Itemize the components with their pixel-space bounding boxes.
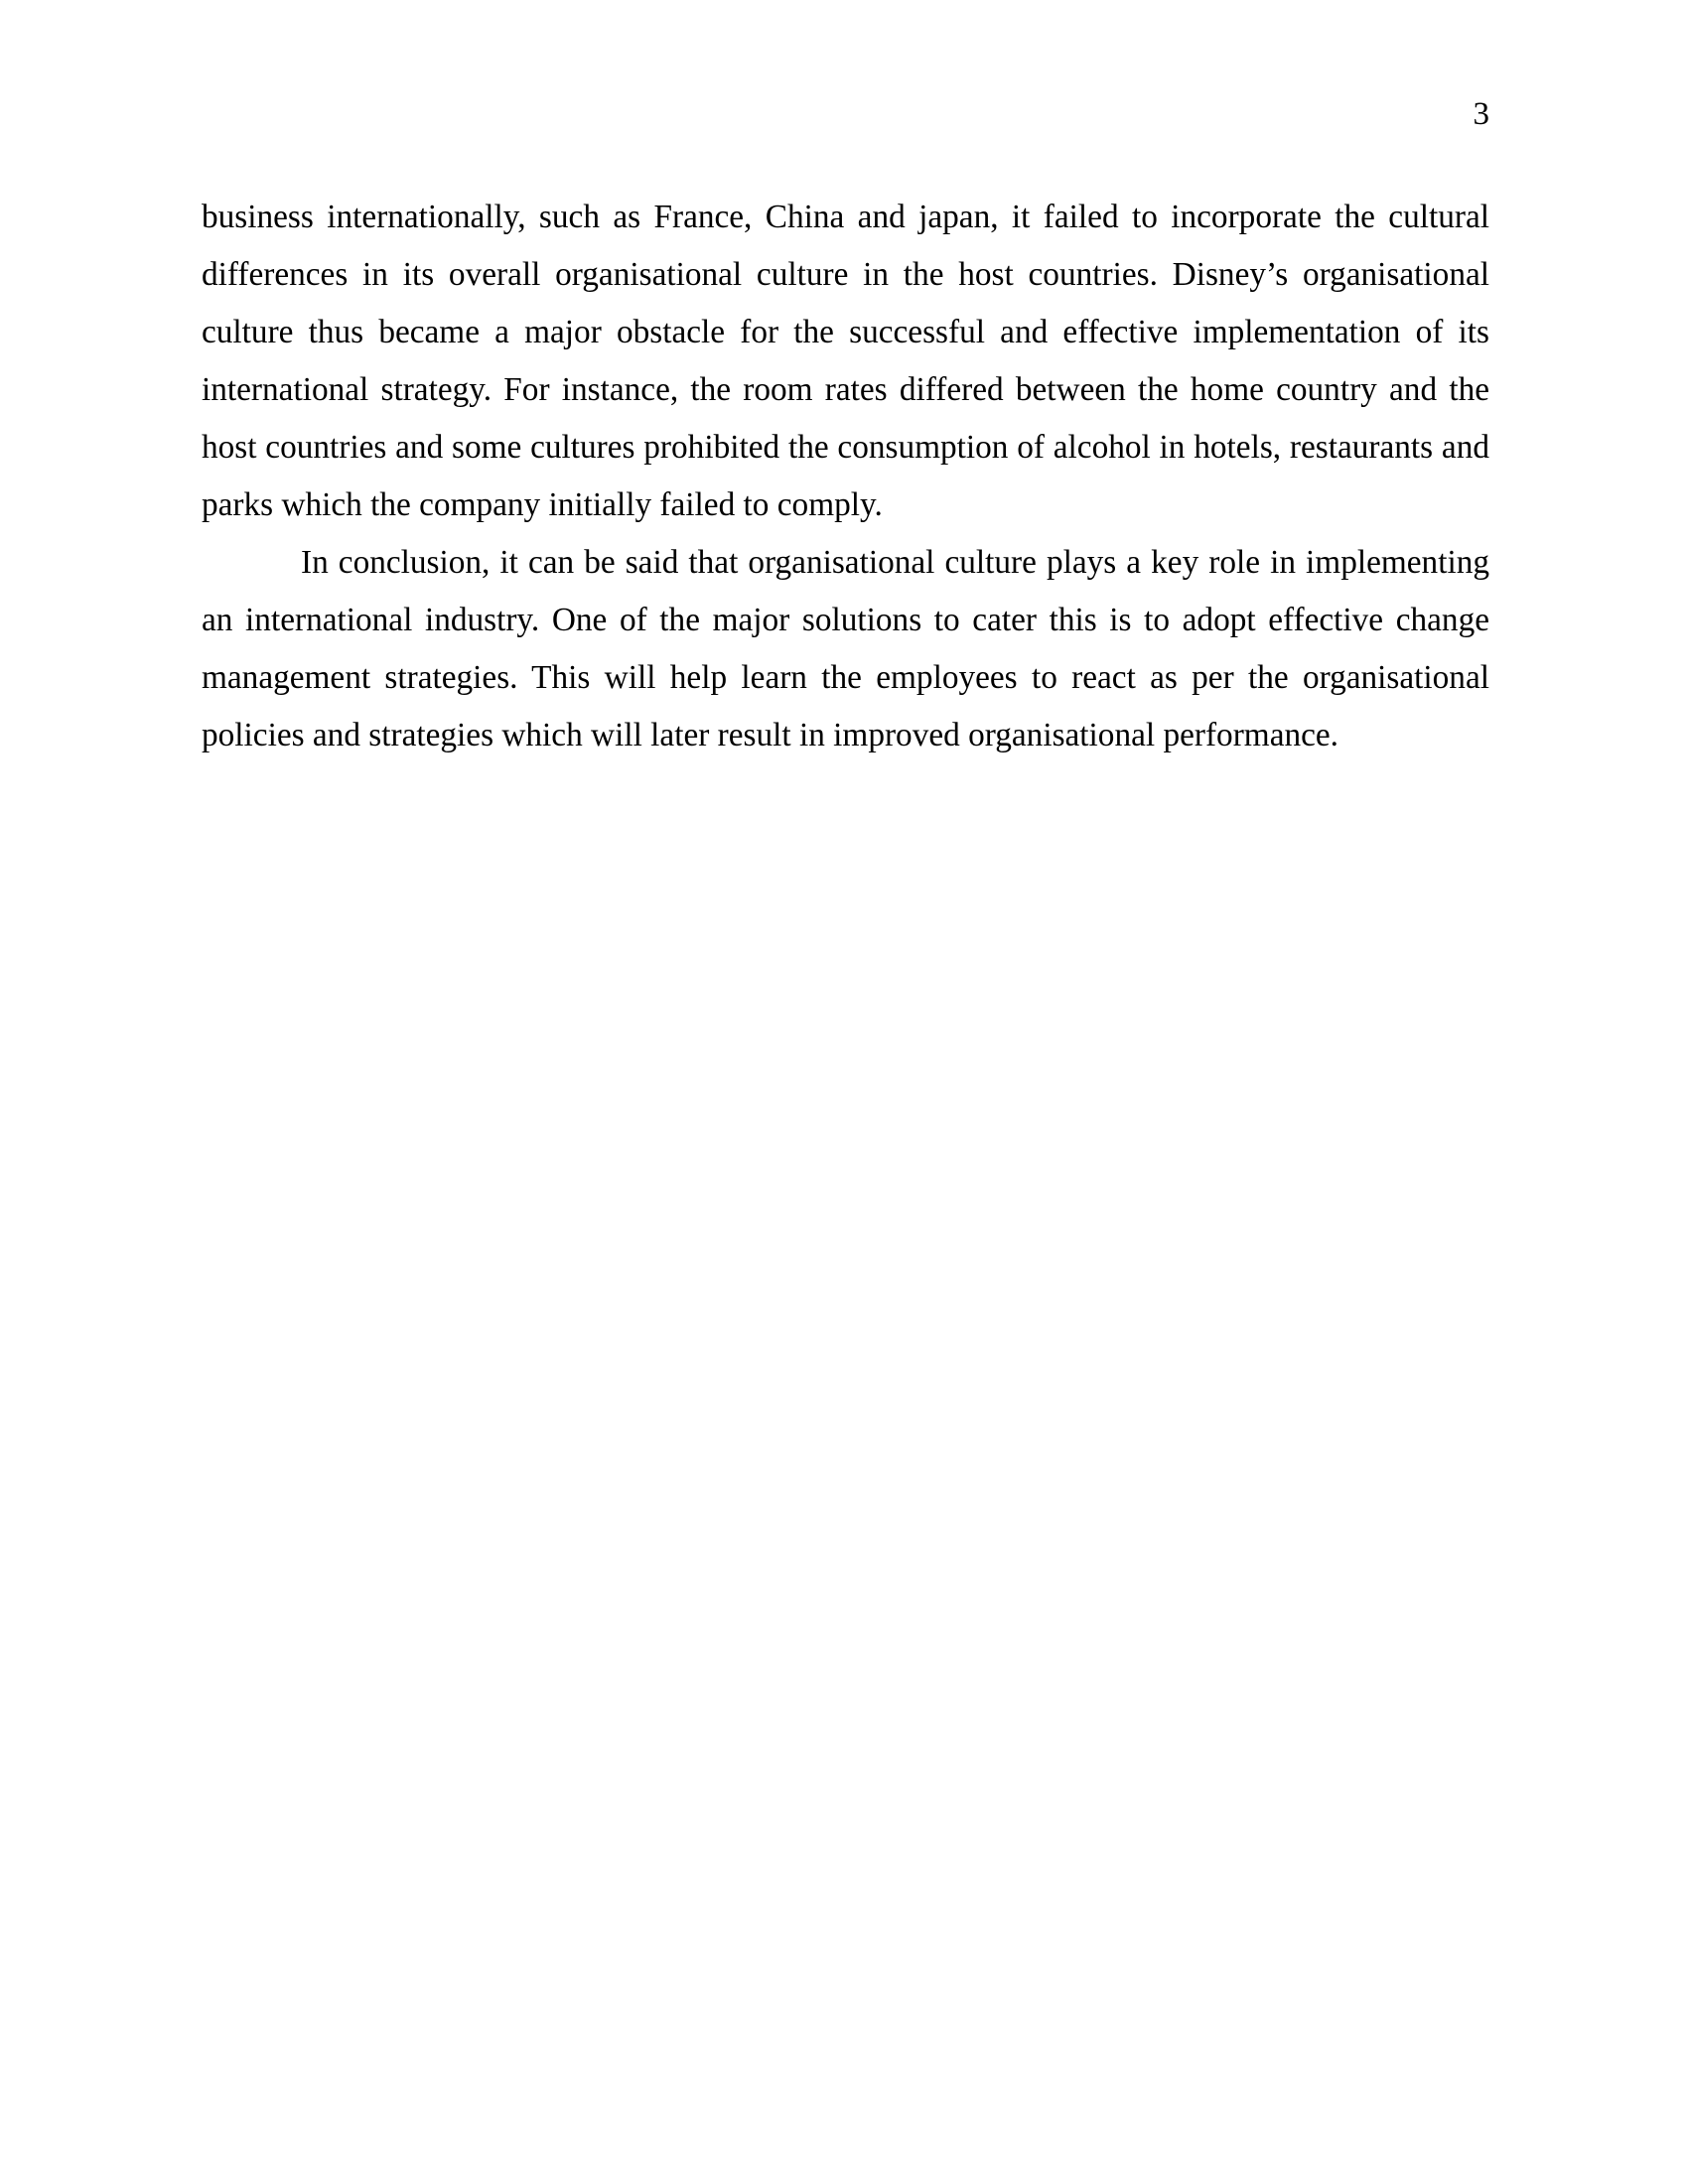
paragraph-continuation: business internationally, such as France, China and japan, it failed to incorporate the cultural differences in its overall organisational culture in the host countries. Disney’s organisational culture thus became a major obstacle for the successful and effective implementation of its international strategy. For instance, the room rates differed between the home country and the host countries and some cultures prohibited the consumption of alcohol in hotels, restaurants and parks which the company initially failed to comply. [202, 199, 1489, 523]
document-body [202, 189, 1489, 764]
paragraph-conclusion: In conclusion, it can be said that organisational culture plays a key role in implementing an international industry. One of the major solutions to cater this is to adopt effective change management strategies. This will help learn the employees to react as per the organisational policies and strategies which will later result in improved organisational performance. [202, 544, 1489, 753]
page-number: 3 [1473, 96, 1489, 132]
